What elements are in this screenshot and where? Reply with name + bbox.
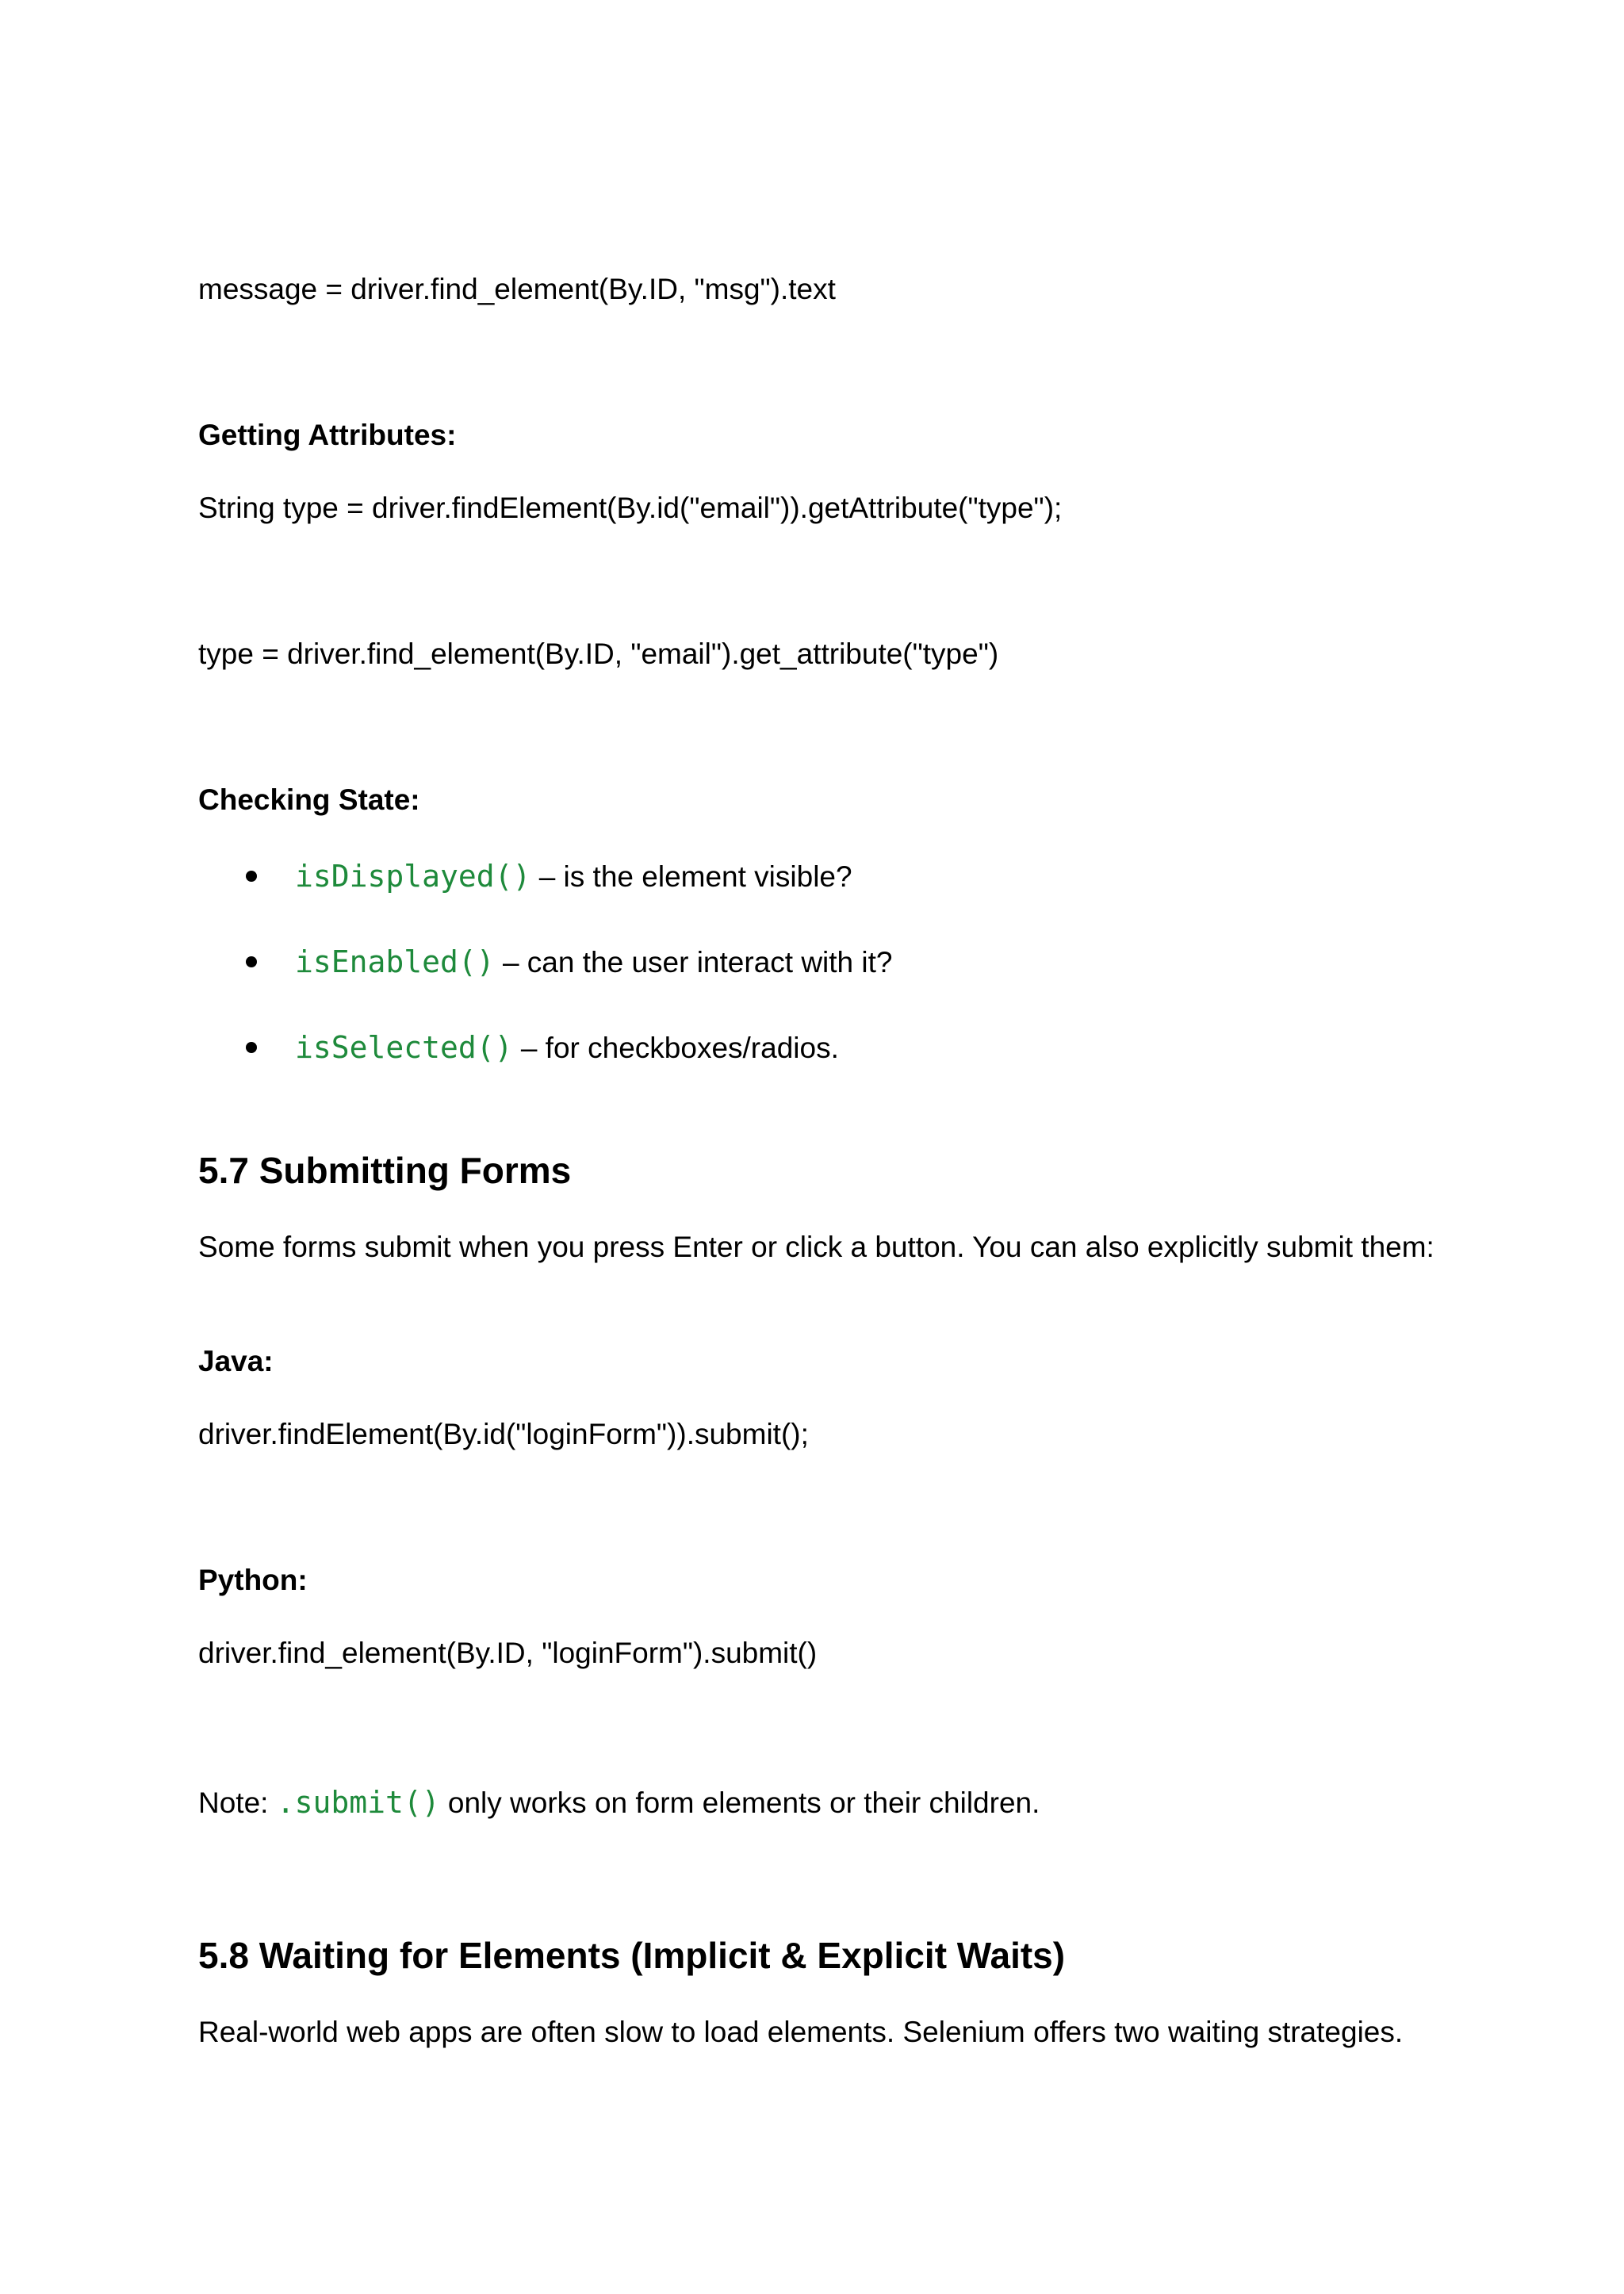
getting-attributes-heading: Getting Attributes: [198,419,457,451]
section-5-7-intro: Some forms submit when you press Enter or click a button. You can also explicitly submit them: [198,1231,1434,1263]
state-method-code: isDisplayed() [295,859,531,894]
bullet-icon [246,871,257,882]
submit-note [198,1783,1040,1823]
list-item [246,942,892,982]
python-submit-code: driver.find_element(By.ID, "loginForm").submit() [198,1637,818,1669]
note-prefix: Note: [198,1787,277,1819]
state-method-desc: – is the element visible? [530,860,852,893]
section-5-8-title: 5.8 Waiting for Elements (Implicit & Explicit Waits) [198,1935,1066,1976]
note-code: .submit() [276,1785,440,1820]
java-label: Java: [198,1345,274,1377]
note-suffix: only works on form elements or their children. [439,1787,1040,1819]
state-method-desc: – can the user interact with it? [494,946,893,978]
state-method-code: isSelected() [295,1030,513,1065]
section-5-8-intro: Real-world web apps are often slow to load elements. Selenium offers two waiting strategies. [198,2016,1404,2048]
checking-state-heading: Checking State: [198,783,420,816]
java-submit-code: driver.findElement(By.id("loginForm")).submit(); [198,1418,809,1450]
list-item [246,856,852,897]
bullet-icon [246,956,257,967]
python-label: Python: [198,1564,308,1596]
python-get-attribute-code: type = driver.find_element(By.ID, "email").get_attribute("type") [198,638,999,670]
section-5-7-title: 5.7 Submitting Forms [198,1150,572,1191]
state-method-desc: – for checkboxes/radios. [512,1032,839,1064]
java-get-attribute-code: String type = driver.findElement(By.id("email")).getAttribute("type"); [198,492,1063,524]
list-item [246,1028,839,1068]
state-method-code: isEnabled() [295,944,495,979]
python-message-code: message = driver.find_element(By.ID, "msg").text [198,273,836,305]
bullet-icon [246,1042,257,1053]
